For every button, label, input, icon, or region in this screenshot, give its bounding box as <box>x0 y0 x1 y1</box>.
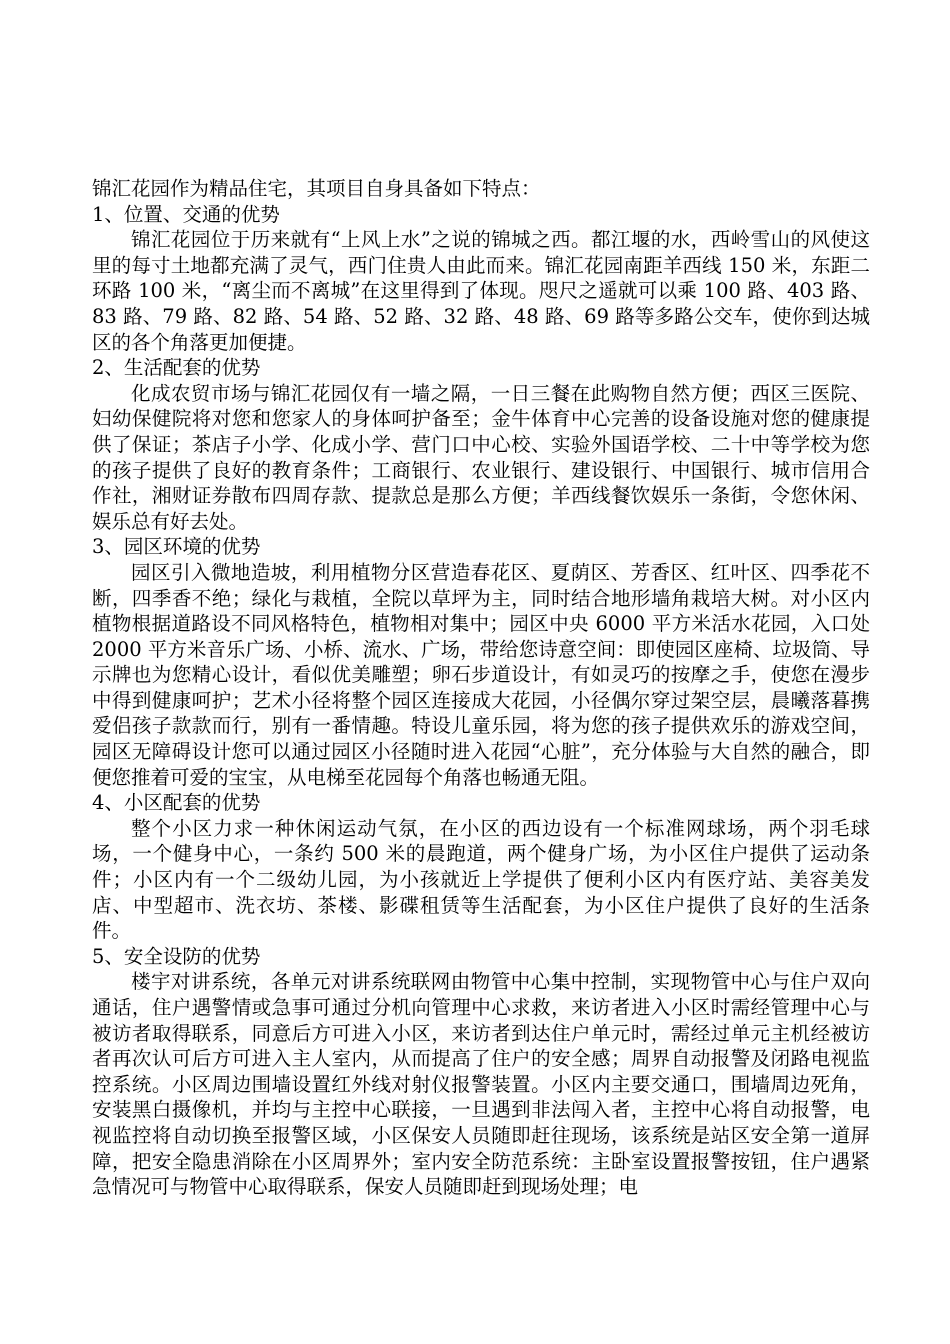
section-heading-location: 1、位置、交通的优势 <box>92 202 280 226</box>
section-body-security: 楼宇对讲系统，各单元对讲系统联网由物管中心集中控制，实现物管中心与住户双向通话，住户遇警情或急事可通过分机向管理中心求救，来访者进入小区时需经管理中心与被访者取得联系，同意后方可进入小区，来访者到达住户单元时，需经过单元主机经被访者再次认可后方可进入主人室内，从而提高了住户的安全感；周界自动报警及闭路电视监控系统。小区周边围墙设置红外线对射仪报警装置。小区内主要交通口，围墙周边死角，安装黑白摄像机，并均与主控中心联接，一旦遇到非法闯入者，主控中心将自动报警，电视监控将自动切换至报警区域，小区保安人员随即赶往现场，该系统是站区安全第一道屏障，把安全隐患消除在小区周界外；室内安全防范系统：主卧室设置报警按钮，住户遇紧急情况可与物管中心取得联系，保安人员随即赶到现场处理；电 <box>92 970 870 1199</box>
section-heading-facilities: 4、小区配套的优势 <box>92 791 261 815</box>
section-body-living: 化成农贸市场与锦汇花园仅有一墙之隔，一日三餐在此购物自然方便；西区三医院、妇幼保健院将对您和您家人的身体呵护备至；金牛体育中心完善的设备设施对您的健康提供了保证；茶店子小学、化成小学、营门口中心校、实验外国语学校、二十中等学校为您的孩子提供了良好的教育条件；工商银行、农业银行、建设银行、中国银行、城市信用合作社，湘财证券散布四周存款、提款总是那么方便；羊西线餐饮娱乐一条街，令您休闲、娱乐总有好去处。 <box>92 381 870 533</box>
section-heading-environment: 3、园区环境的优势 <box>92 535 261 559</box>
section-body-environment: 园区引入微地造坡，利用植物分区营造春花区、夏荫区、芳香区、红叶区、四季花不断，四季香不绝；绿化与栽植，全院以草坪为主，同时结合地形墙角栽培大树。对小区内植物根据道路设不同风格特色，植物相对集中；园区中央 6000 平方米活水花园，入口处 2000 平方米音乐广场、小桥、流水、广场，带给您诗意空间：即使园区座椅、垃圾筒、导示牌也为您精心设计，看似优美雕塑；卵石步道设计，有如灵巧的按摩之手，使您在漫步中得到健康呵护；艺术小径将整个园区连接成大花园，小径偶尔穿过架空层，晨曦落暮携爱侣孩子款款而行，别有一番情趣。特设儿童乐园，将为您的孩子提供欢乐的游戏空间，园区无障碍设计您可以通过园区小径随时进入花园“心脏”，充分体验与大自然的融合，即便您推着可爱的宝宝，从电梯至花园每个角落也畅通无阻。 <box>92 560 870 789</box>
section-heading-living: 2、生活配套的优势 <box>92 356 261 380</box>
section-body-facilities: 整个小区力求一种休闲运动气氛，在小区的西边设有一个标准网球场，两个羽毛球场，一个健身中心，一条约 500 米的晨跑道，两个健身广场，为小区住户提供了运动条件；小区内有一个二级幼儿园，为小孩就近上学提供了便利小区内有医疗站、美容美发店、中型超市、洗衣坊、茶楼、影碟租赁等生活配套，为小区住户提供了良好的生活条件。 <box>92 816 870 943</box>
document-page <box>92 176 870 1200</box>
section-body-location: 锦汇花园位于历来就有“上风上水”之说的锦城之西。都江堰的水，西岭雪山的风使这里的每寸土地都充满了灵气，西门住贵人由此而来。锦汇花园南距羊西线 150 米，东距二环路 100 米，“离尘而不离城”在这里得到了体现。咫尺之遥就可以乘 100 路、403 路、83 路、79 路、82 路、54 路、52 路、32 路、48 路、69 路等多路公交车，使你到达城区的各个角落更加便捷。 <box>92 228 870 354</box>
section-heading-security: 5、安全设防的优势 <box>92 944 261 968</box>
intro-paragraph: 锦汇花园作为精品住宅，其项目自身具备如下特点： <box>92 177 541 200</box>
